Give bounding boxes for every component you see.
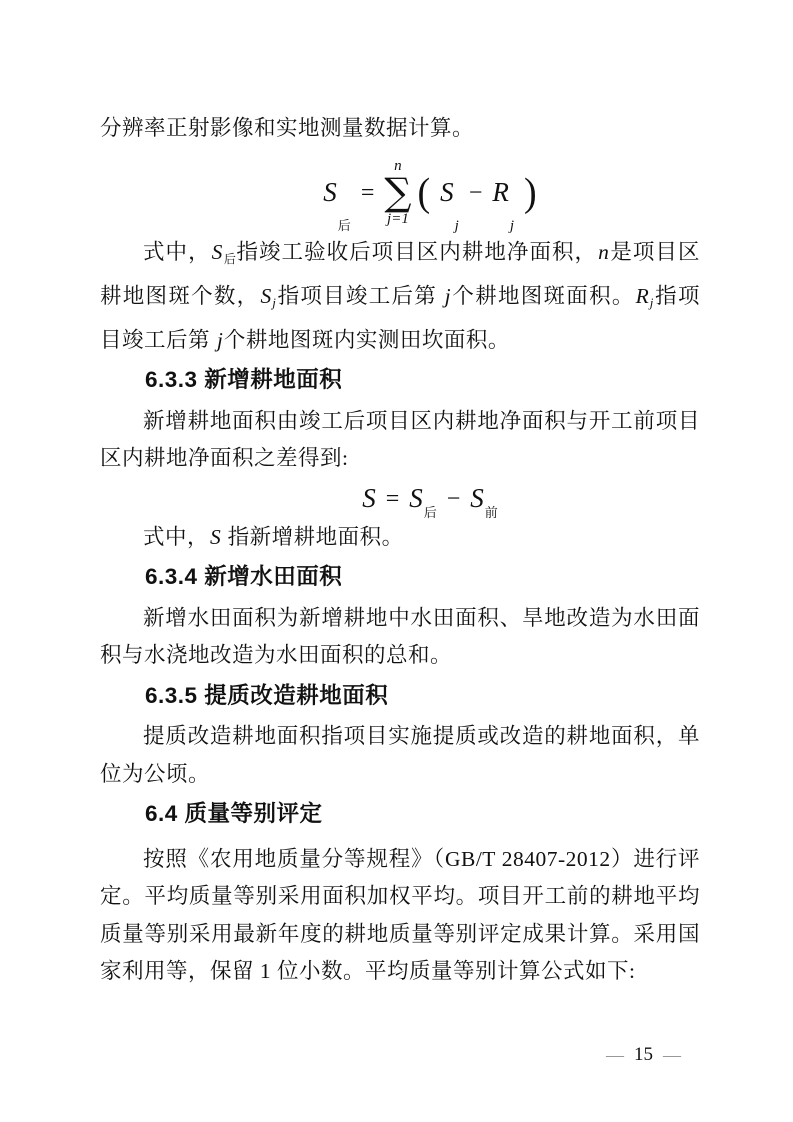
variable-run: j	[216, 327, 223, 352]
text-run: 是项目区耕地图斑个数，	[100, 239, 700, 308]
formula2-lhs-s: S	[362, 483, 376, 513]
footer-dash-left: —	[606, 1044, 624, 1065]
footer-dash-right: —	[663, 1044, 681, 1065]
heading-6-3-3: 6.3.3 新增耕地面积	[145, 367, 343, 392]
continuation-line: 分辨率正射影像和实地测量数据计算。	[100, 116, 475, 140]
page-content	[100, 110, 700, 991]
heading-6-4: 6.4 质量等别评定	[145, 801, 323, 826]
formula2-s-after: S	[409, 483, 423, 513]
text-run: 个耕地图斑面积。	[451, 284, 635, 308]
paragraph-6-3-4: 新增水田面积为新增耕地中水田面积、旱地改造为水田面积与水浇地改造为水田面积的总和。	[100, 605, 700, 667]
formula2-s-before: S	[470, 483, 484, 513]
variable-run: j	[272, 295, 276, 310]
variable-run: n	[598, 239, 609, 264]
equals-sign: =	[360, 179, 375, 206]
variable-run: S	[210, 524, 221, 549]
paragraph-formula2-explanation	[100, 519, 700, 557]
formula-lhs-s: S	[323, 177, 337, 207]
formula-lhs-sub-hou: 后	[337, 217, 351, 233]
equals-sign: =	[385, 485, 400, 512]
text-run: 个耕地图斑内实测田坎面积。	[223, 327, 510, 352]
page-number-footer	[606, 1044, 681, 1066]
sigma-icon: ∑	[384, 170, 412, 215]
text-run: 指项目竣工后第	[276, 284, 444, 308]
variable-run: 后	[223, 251, 237, 266]
heading-6-3-4: 6.3.4 新增水田面积	[145, 564, 343, 589]
variable-run: R	[635, 284, 649, 308]
text-run: 指新增耕地面积。	[221, 524, 404, 549]
sum-lower-limit: j=1	[387, 210, 409, 227]
variable-run: j	[444, 284, 451, 308]
page-number: 15	[634, 1044, 653, 1065]
sum-upper-limit: n	[394, 157, 402, 174]
term-rj-sub: j	[509, 217, 515, 234]
summation-block	[384, 158, 411, 227]
formula2-sub-hou: 后	[423, 504, 437, 520]
text-run: 式中，	[143, 239, 211, 264]
paragraph-6-3-3: 新增耕地面积由竣工后项目区内耕地净面积与开工前项目区内耕地净面积之差得到:	[100, 408, 700, 470]
variable-run: S	[260, 284, 272, 308]
paragraph-6-3-5: 提质改造耕地面积指项目实施提质或改造的耕地面积，单位为公顷。	[100, 724, 700, 786]
text-run: 指竣工验收后项目区内耕地净面积，	[236, 239, 598, 264]
term-rj-base: R	[492, 177, 509, 207]
text-run: 指项目竣工后第	[100, 284, 700, 352]
term-sj-sub: j	[454, 217, 459, 234]
close-paren: )	[524, 170, 537, 215]
formula-s-new	[160, 479, 700, 519]
paragraph-6-4: 按照《农用地质量分等规程》（GB/T 28407-2012）进行评定。平均质量等别采用面积加权平均。项目开工前的耕地平均质量等别采用最新年度的耕地质量等别评定成果计算。采用国家利用等，保留 1 位小数。平均质量等别计算公式如下:	[100, 846, 700, 983]
variable-run: S	[211, 239, 223, 264]
term-sj-base: S	[440, 177, 454, 207]
open-paren: (	[417, 170, 431, 215]
minus-sign: −	[446, 485, 461, 512]
heading-6-3-5: 6.3.5 提质改造耕地面积	[145, 682, 389, 708]
formula2-sub-qian: 前	[484, 504, 498, 520]
minus-sign: −	[468, 179, 483, 206]
paragraph-formula1-explanation	[100, 234, 700, 360]
formula-s-after	[160, 154, 700, 232]
variable-run: j	[649, 295, 654, 310]
text-run: 式中，	[143, 524, 210, 549]
